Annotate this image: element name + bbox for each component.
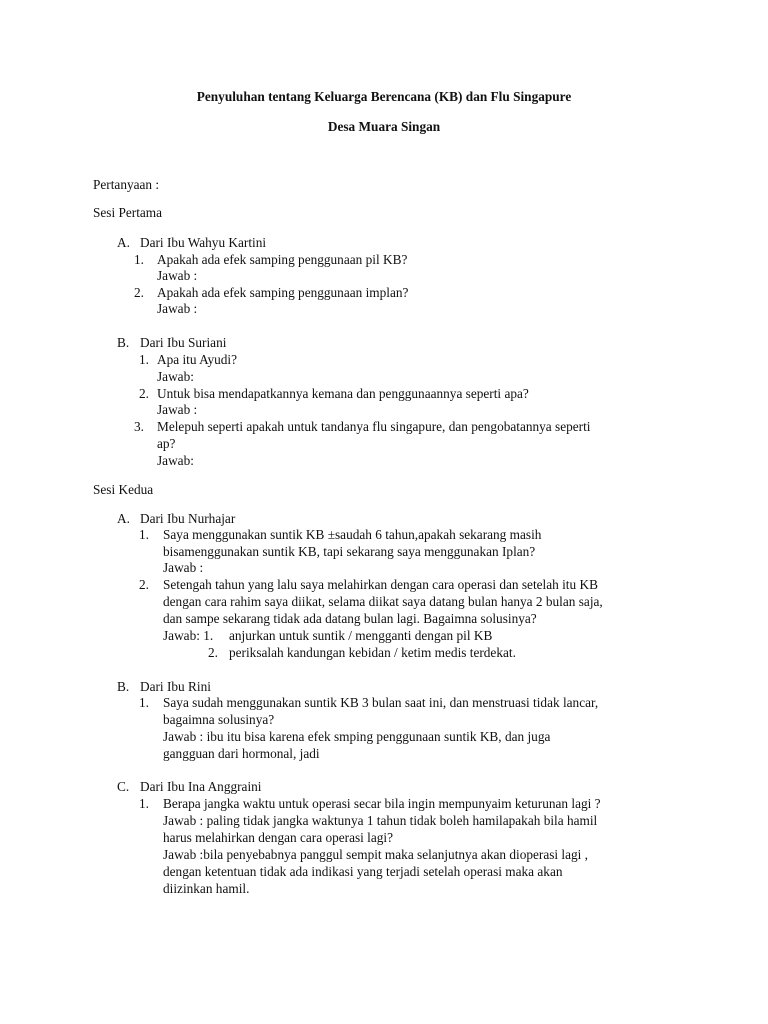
list-number: 2.: [139, 577, 149, 592]
answer-text: Jawab:: [157, 369, 194, 384]
question-text: bagaimna solusinya?: [163, 712, 275, 727]
answer-text: harus melahirkan dengan cara operasi lagi?: [163, 830, 394, 845]
question-text: Saya sudah menggunakan suntik KB 3 bulan saat ini, dan menstruasi tidak lancar,: [163, 695, 599, 710]
section-title: Dari Ibu Ina Anggraini: [140, 779, 262, 794]
list-number: 2.: [139, 386, 149, 401]
question-text: Untuk bisa mendapatkannya kemana dan penggunaannya seperti apa?: [157, 386, 529, 401]
section-title: Dari Ibu Suriani: [140, 335, 227, 350]
section-letter: C.: [117, 779, 130, 794]
answer-text: periksalah kandungan kebidan / ketim medis terdekat.: [229, 645, 516, 660]
section-letter: A.: [117, 235, 130, 250]
section-letter: A.: [117, 511, 130, 526]
document-title: Penyuluhan tentang Keluarga Berencana (KB) dan Flu Singapure: [196, 89, 572, 104]
answer-text: Jawab : ibu itu bisa karena efek smping penggunaan suntik KB, dan juga: [163, 729, 551, 744]
question-text: Apa itu Ayudi?: [157, 352, 238, 367]
section-letter: B.: [117, 335, 130, 350]
list-number: 2.: [208, 645, 218, 660]
section-title: Dari Ibu Nurhajar: [140, 511, 236, 526]
pertanyaan-label: Pertanyaan :: [93, 177, 160, 192]
question-text: Setengah tahun yang lalu saya melahirkan dengan cara operasi dan setelah itu KB: [163, 577, 598, 592]
list-number: 1.: [134, 252, 144, 267]
answer-text: Jawab :: [163, 560, 204, 575]
list-number: 1.: [139, 527, 149, 542]
question-text: Apakah ada efek samping penggunaan implan?: [157, 285, 409, 300]
list-number: 1.: [139, 796, 149, 811]
list-number: 3.: [134, 419, 144, 434]
answer-text: gangguan dari hormonal, jadi: [163, 746, 320, 761]
answer-text: diizinkan hamil.: [163, 881, 250, 896]
answer-label: Jawab: 1.: [163, 628, 214, 643]
list-number: 1.: [139, 352, 149, 367]
document-subtitle: Desa Muara Singan: [327, 119, 441, 134]
list-number: 1.: [139, 695, 149, 710]
question-text: Melepuh seperti apakah untuk tandanya flu singapure, dan pengobatannya seperti: [157, 419, 591, 434]
section-title: Dari Ibu Wahyu Kartini: [140, 235, 267, 250]
question-text: ap?: [157, 436, 176, 451]
session-heading: Sesi Pertama: [93, 205, 163, 220]
question-text: bisamenggunakan suntik KB, tapi sekarang saya menggunakan Iplan?: [163, 544, 536, 559]
answer-text: Jawab :bila penyebabnya panggul sempit maka selanjutnya akan dioperasi lagi ,: [163, 847, 589, 862]
question-text: dan sampe sekarang tidak ada datang bulan lagi. Bagaimna solusinya?: [163, 611, 537, 626]
answer-text: dengan ketentuan tidak ada indikasi yang terjadi setelah operasi maka akan: [163, 864, 563, 879]
session-heading: Sesi Kedua: [93, 482, 154, 497]
answer-text: Jawab :: [157, 402, 198, 417]
answer-text: Jawab:: [157, 453, 194, 468]
list-number: 2.: [134, 285, 144, 300]
answer-text: Jawab :: [157, 301, 198, 316]
answer-text: Jawab :: [157, 268, 198, 283]
question-text: Saya menggunakan suntik KB ±saudah 6 tahun,apakah sekarang masih: [163, 527, 542, 542]
question-text: Berapa jangka waktu untuk operasi secar bila ingin mempunyaim keturunan lagi ?: [163, 796, 601, 811]
section-title: Dari Ibu Rini: [140, 679, 211, 694]
answer-text: Jawab : paling tidak jangka waktunya 1 tahun tidak boleh hamilapakah bila hamil: [163, 813, 598, 828]
section-letter: B.: [117, 679, 130, 694]
question-text: Apakah ada efek samping penggunaan pil KB?: [157, 252, 408, 267]
answer-text: anjurkan untuk suntik / mengganti dengan pil KB: [229, 628, 493, 643]
question-text: dengan cara rahim saya diikat, selama diikat saya datang bulan hanya 2 bulan saja,: [163, 594, 603, 609]
